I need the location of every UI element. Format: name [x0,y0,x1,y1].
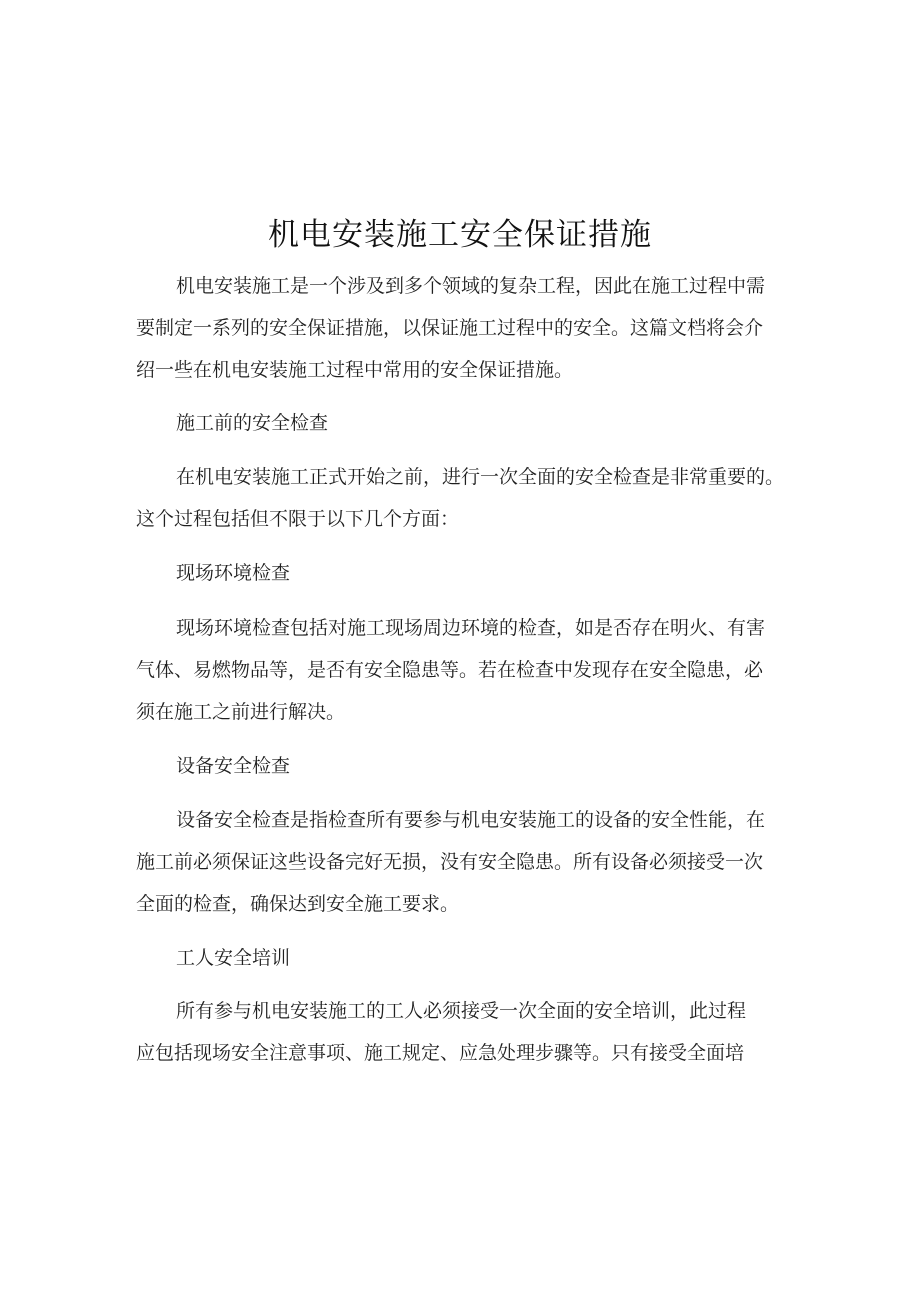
section-2-line-3: 须在施工之前进行解决。 [136,701,346,723]
document-title: 机电安装施工安全保证措施 [268,217,652,253]
section-heading-pre-construction-check: 施工前的安全检查 [176,412,329,434]
section-heading-equipment-safety-check: 设备安全检查 [176,755,291,777]
section-2-line-2: 气体、易燃物品等，是否有安全隐患等。若在检查中发现存在安全隐患，必 [136,659,764,681]
section-1-line-1: 在机电安装施工正式开始之前，进行一次全面的安全检查是非常重要的。 [176,466,785,488]
section-3-line-3: 全面的检查，确保达到安全施工要求。 [136,893,460,915]
section-2-line-1: 现场环境检查包括对施工现场周边环境的检查，如是否存在明火、有害 [176,617,766,639]
section-3-line-1: 设备安全检查是指检查所有要参与机电安装施工的设备的安全性能，在 [176,809,766,831]
intro-line-2: 要制定一系列的安全保证措施，以保证施工过程中的安全。这篇文档将会介 [136,317,764,339]
section-heading-worker-safety-training: 工人安全培训 [176,947,291,969]
section-1-line-2: 这个过程包括但不限于以下几个方面： [136,508,460,530]
intro-line-3: 绍一些在机电安装施工过程中常用的安全保证措施。 [136,359,574,381]
intro-line-1: 机电安装施工是一个涉及到多个领域的复杂工程，因此在施工过程中需 [176,275,766,297]
section-3-line-2: 施工前必须保证这些设备完好无损，没有安全隐患。所有设备必须接受一次 [136,851,764,873]
section-heading-site-environment-check: 现场环境检查 [176,562,291,584]
section-4-line-1: 所有参与机电安装施工的工人必须接受一次全面的安全培训，此过程 [176,1000,747,1022]
section-4-line-2: 应包括现场安全注意事项、施工规定、应急处理步骤等。只有接受全面培 [136,1042,745,1064]
